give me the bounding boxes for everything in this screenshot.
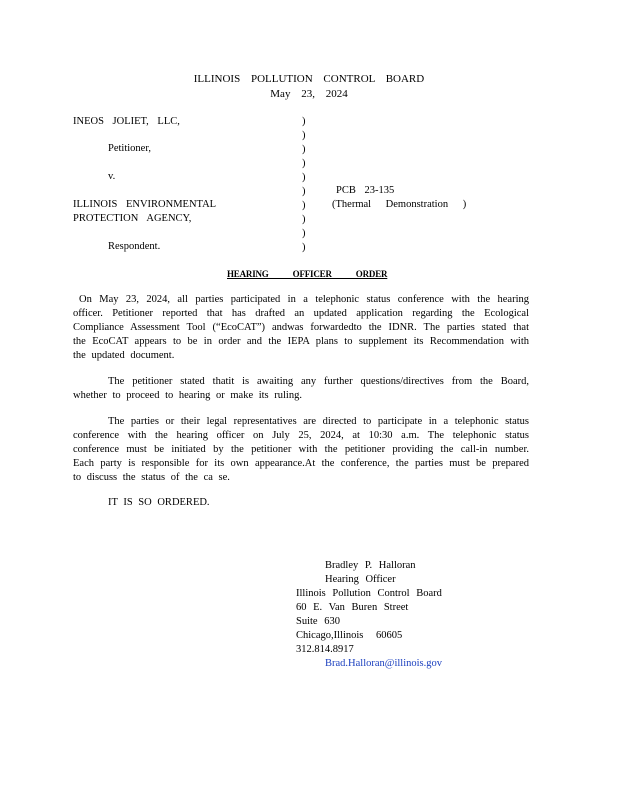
caption-paren: ) — [302, 172, 306, 183]
case-number: PCB 23-135 — [336, 185, 395, 196]
signer-name: Bradley P. Halloran — [325, 560, 416, 571]
respondent-name-line1: ILLINOIS ENVIRONMENTAL — [73, 199, 217, 210]
respondent-role: Respondent. — [108, 241, 161, 252]
caption-paren: ) — [302, 158, 306, 169]
caption-paren: ) — [302, 130, 306, 141]
versus-label: v. — [108, 171, 116, 182]
caption-paren: ) — [302, 200, 306, 211]
agency-heading: ILLINOIS POLLUTION CONTROL BOARD — [193, 73, 425, 85]
caption-paren: ) — [302, 242, 306, 253]
case-type: (Thermal Demonstration ) — [332, 199, 467, 210]
petitioner-role: Petitioner, — [108, 143, 152, 154]
signer-title: Hearing Officer — [325, 574, 396, 585]
order-date: May 23, 2024 — [270, 88, 348, 100]
respondent-name-line2: PROTECTION AGENCY, — [73, 213, 192, 224]
signer-street: 60 E. Van Buren Street — [296, 602, 409, 613]
order-title: HEARING OFFICER ORDER — [227, 269, 388, 279]
paragraph-status-report: On May 23, 2024, all parties participated in a telephonic status conference with the hearing officer. Petitioner reported that has drafted an updated application regarding the Ecological Compliance Assessment Tool (“EcoCAT”) andwas forwardedto the IDNR. The parties stated that the EcoCAT appears to be in order and the IEPA plans to supplement its Recommendation with the updated document. — [73, 294, 529, 361]
so-ordered: IT IS SO ORDERED. — [108, 497, 210, 508]
signer-agency: Illinois Pollution Control Board — [296, 588, 442, 599]
signer-phone: 312.814.8917 — [296, 644, 354, 655]
signer-city: Chicago,Illinois 60605 — [296, 630, 403, 641]
caption-paren: ) — [302, 186, 306, 197]
signer-suite: Suite 630 — [296, 616, 340, 627]
petitioner-name: INEOS JOLIET, LLC, — [73, 116, 180, 127]
signer-email-link[interactable]: Brad.Halloran@illinois.gov — [325, 658, 442, 669]
caption-paren: ) — [302, 116, 306, 127]
caption-paren: ) — [302, 214, 306, 225]
caption-paren: ) — [302, 144, 306, 155]
paragraph-petitioner-statement: The petitioner stated thatit is awaiting any further questions/directives from the Board, whether to proceed to hearing or make its ruling. — [73, 376, 529, 401]
paragraph-directive: The parties or their legal representatives are directed to participate in a telephonic status conference with the hearing officer on July 25, 2024, at 10:30 a.m. The telephonic status conference must be initiated by the petitioner with the petitioner providing the call-in number. Each party is responsible for its own appearance.At the conference, the parties must be prepared to discuss the status of the ca se. — [73, 416, 529, 483]
caption-paren: ) — [302, 228, 306, 239]
